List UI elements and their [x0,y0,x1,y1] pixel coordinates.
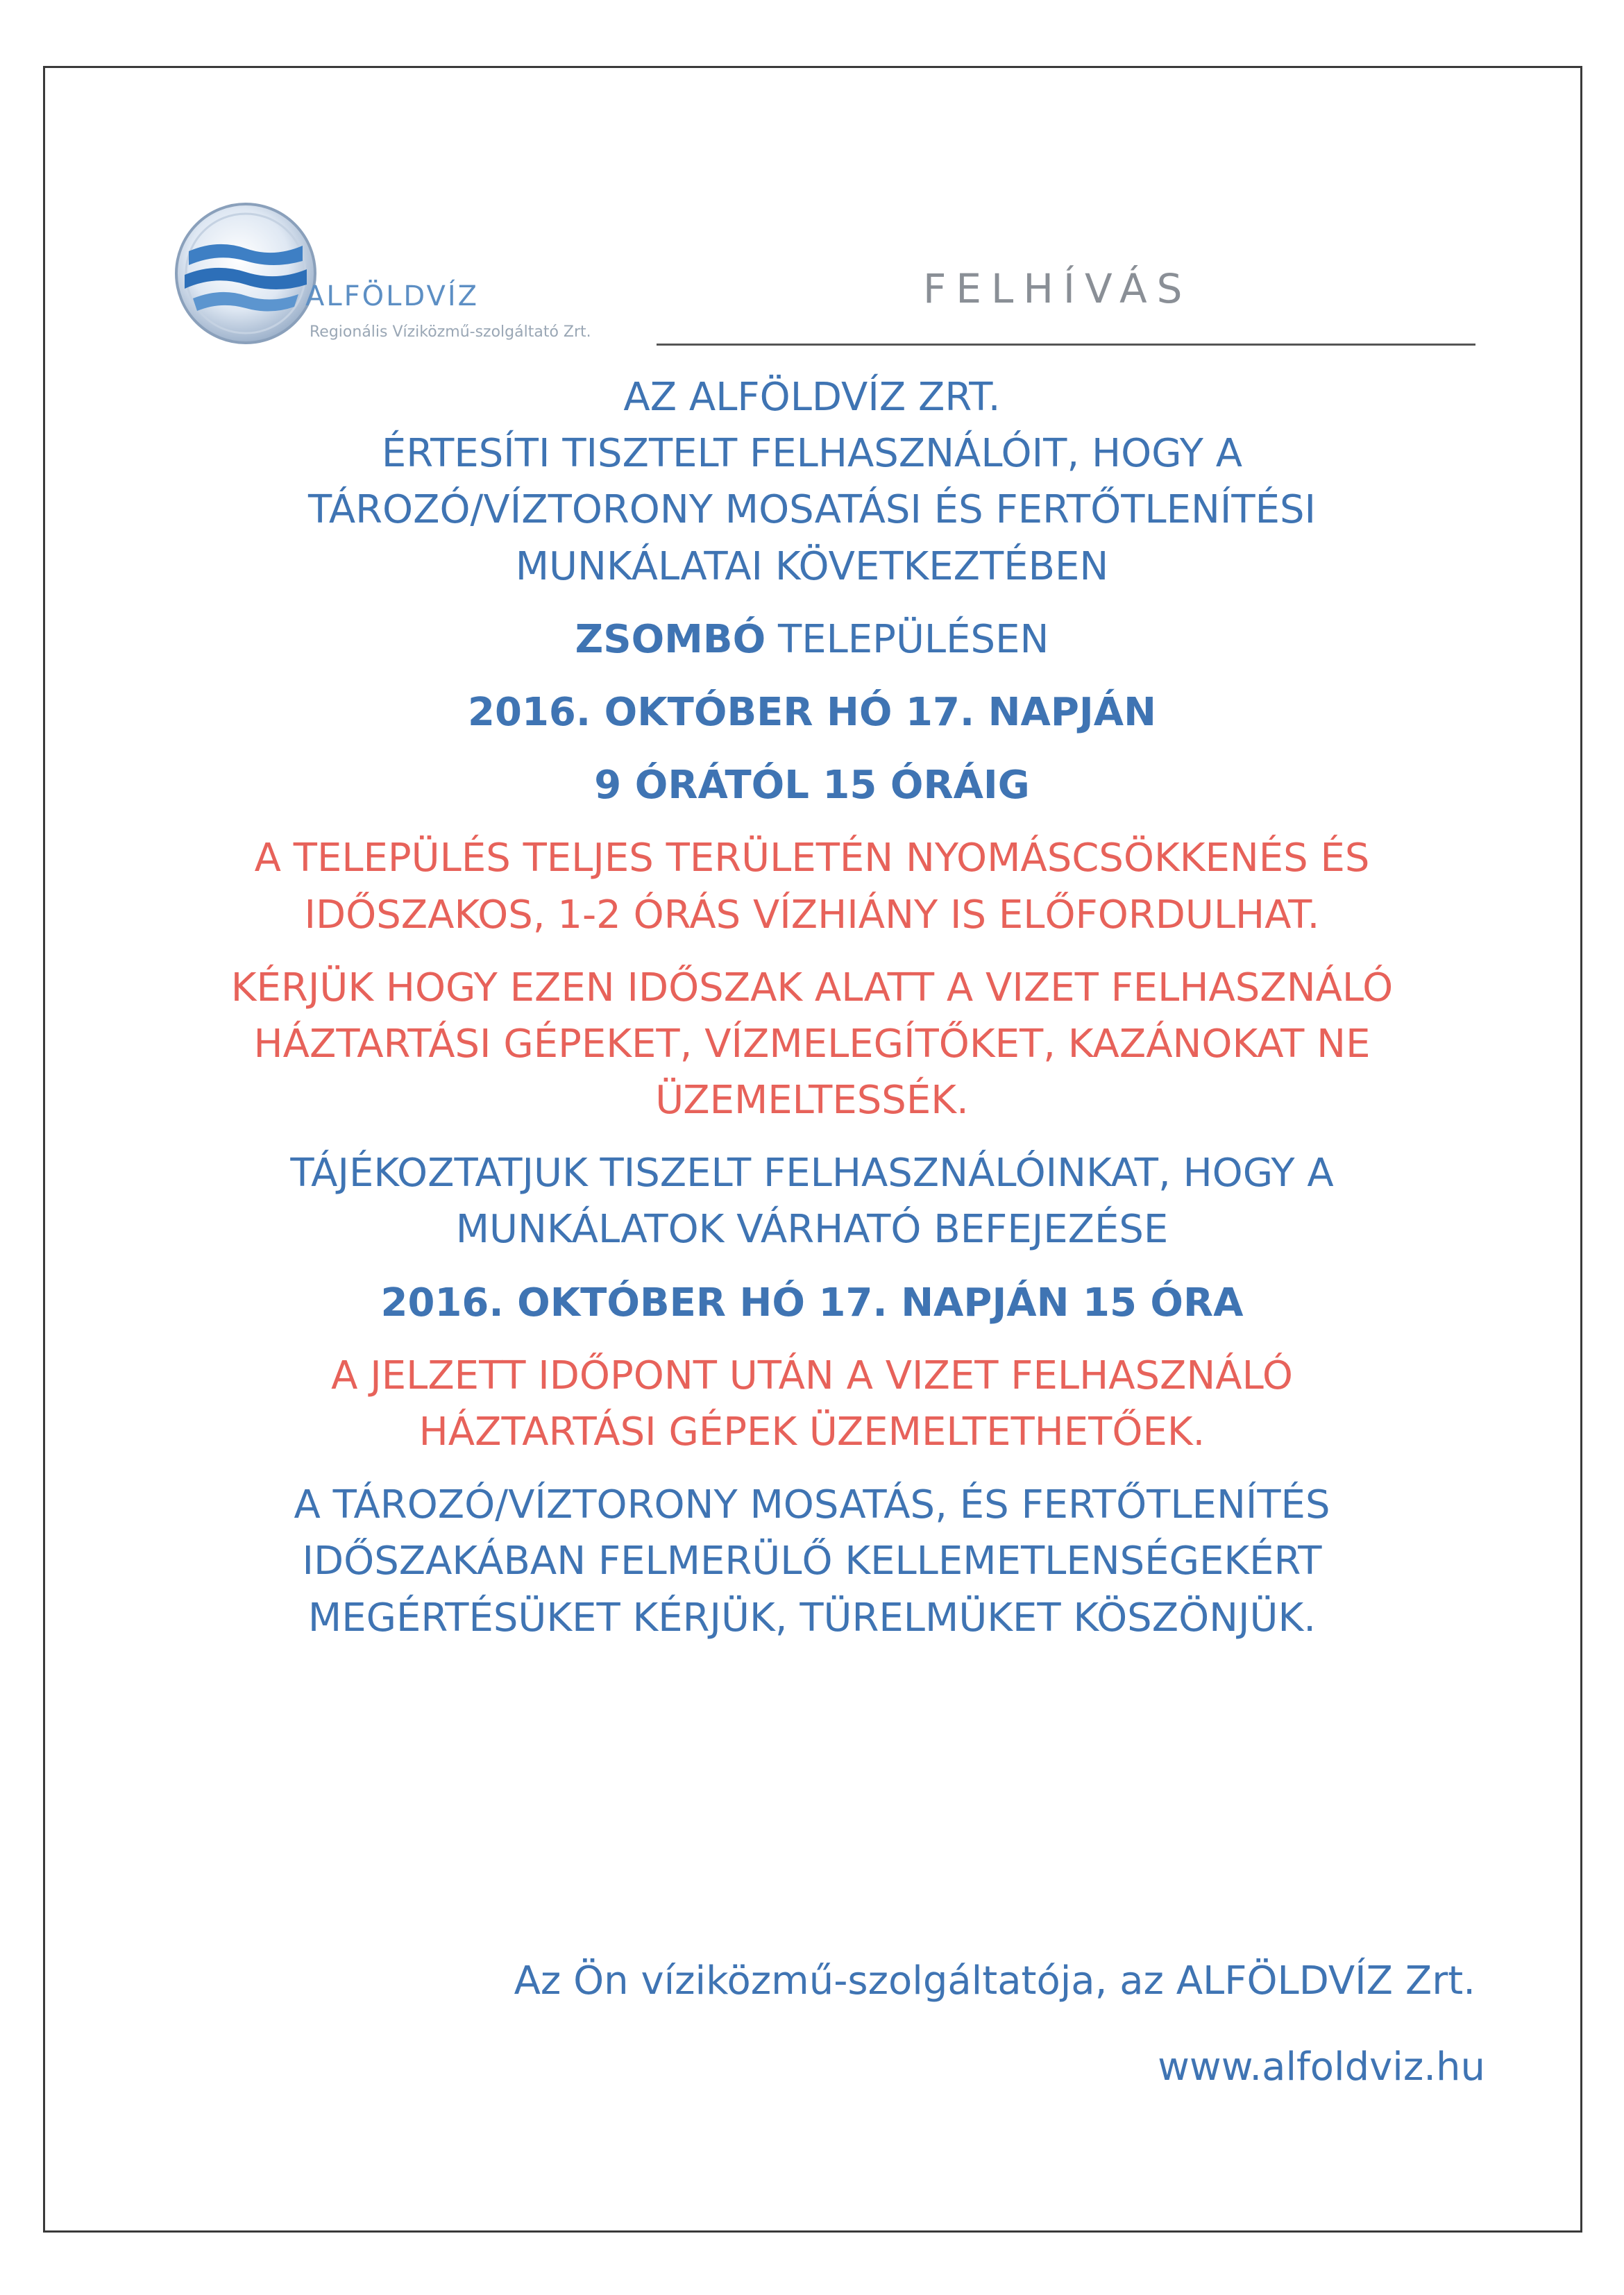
warning-paragraph [139,830,1485,942]
location-name: ZSOMBÓ [575,616,766,662]
time-line: 9 ÓRÁTÓL 15 ÓRÁIG [594,763,1030,808]
warning-line: IDŐSZAKOS, 1-2 ÓRÁS VÍZHIÁNY IS ELŐFORDULHAT. [304,892,1320,938]
after-line: A JELZETT IDŐPONT UTÁN A VIZET FELHASZNÁLÓ [331,1353,1293,1398]
info-paragraph [139,1145,1485,1257]
signature-line: Az Ön víziközmű-szolgáltatója, az ALFÖLDVÍZ Zrt. [514,1958,1475,2004]
location-line [139,611,1485,668]
brand-subtitle: Regionális Víziközmű-szolgáltató Zrt. [310,323,591,341]
website-link[interactable]: www.alfoldviz.hu [1158,2044,1485,2090]
document-title: FELHÍVÁS [923,265,1192,312]
closing-line: IDŐSZAKÁBAN FELMERÜLŐ KELLEMETLENSÉGEKÉRT [302,1539,1322,1584]
request-paragraph [139,960,1485,1129]
intro-line: TÁROZÓ/VÍZTORONY MOSATÁSI ÉS FERTŐTLENÍTÉSI [307,487,1317,533]
location-suffix: TELEPÜLÉSEN [766,616,1049,662]
request-line: ÜZEMELTESSÉK. [655,1078,969,1124]
closing-paragraph [139,1477,1485,1646]
request-line: KÉRJÜK HOGY EZEN IDŐSZAK ALATT A VIZET FELHASZNÁLÓ [230,965,1394,1010]
warning-line: A TELEPÜLÉS TELJES TERÜLETÉN NYOMÁSCSÖKKENÉS ÉS [254,836,1370,881]
after-paragraph [139,1348,1485,1460]
after-line: HÁZTARTÁSI GÉPEK ÜZEMELTETHETŐEK. [418,1409,1206,1455]
header-divider [657,344,1475,346]
info-line: MUNKÁLATOK VÁRHATÓ BEFEJEZÉSE [455,1207,1169,1253]
request-line: HÁZTARTÁSI GÉPEKET, VÍZMELEGÍTŐKET, KAZÁNOKAT NE [253,1021,1371,1067]
info-line: TÁJÉKOZTATJUK TISZELT FELHASZNÁLÓINKAT, HOGY A [290,1151,1334,1196]
notice-body [139,369,1485,1663]
intro-paragraph [139,369,1485,595]
intro-line: ÉRTESÍTI TISZTELT FELHASZNÁLÓIT, HOGY A [381,431,1243,477]
end-date-line: 2016. OKTÓBER HÓ 17. NAPJÁN 15 ÓRA [380,1280,1244,1326]
date-line: 2016. OKTÓBER HÓ 17. NAPJÁN [468,689,1156,735]
closing-line: MEGÉRTÉSÜKET KÉRJÜK, TÜRELMÜKET KÖSZÖNJÜK. [307,1595,1317,1641]
brand-name: ALFÖLDVÍZ [305,280,480,312]
intro-line: AZ ALFÖLDVÍZ ZRT. [623,375,1001,420]
intro-line: MUNKÁLATAI KÖVETKEZTÉBEN [515,543,1109,589]
alfoldviz-logo-icon [169,197,322,350]
closing-line: A TÁROZÓ/VÍZTORONY MOSATÁS, ÉS FERTŐTLENÍTÉS [294,1482,1330,1528]
